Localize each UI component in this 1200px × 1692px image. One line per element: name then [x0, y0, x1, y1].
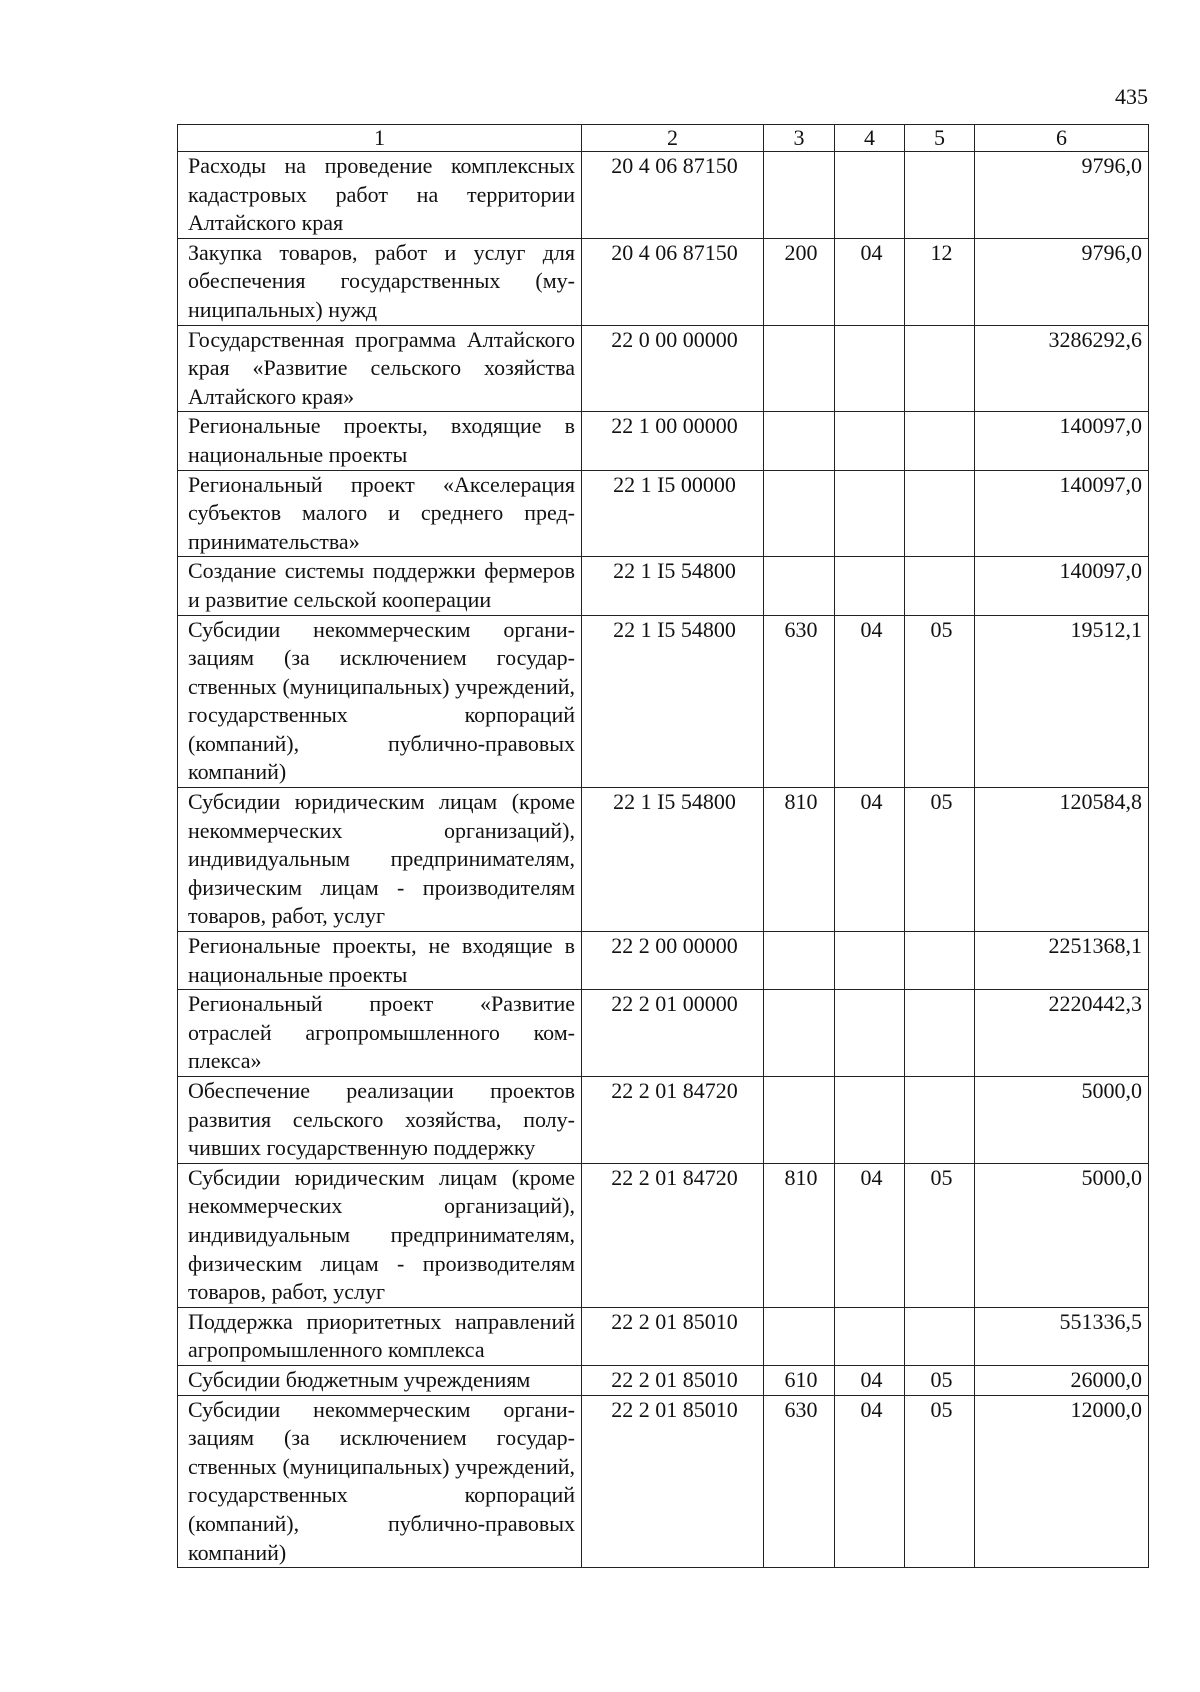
row-name: Субсидии некоммерческим организациям (за исключением государственных (муниципальных) учреждений, государственных корпораций (компаний), публично-правовых компаний)	[178, 1395, 582, 1568]
row-subsection	[905, 932, 975, 990]
row-subsection: 05	[905, 1395, 975, 1568]
row-name: Государственная программа Алтайского края «Развитие сельского хозяйства Алтайского края»	[178, 325, 582, 412]
row-expense-type: 630	[764, 1395, 835, 1568]
row-name: Субсидии юридическим лицам (кроме некоммерческих организаций), индивидуальным предпринимателям, физическим лицам - производителям товаров, работ, услуг	[178, 788, 582, 932]
table-body	[178, 152, 1149, 1568]
table-row	[178, 932, 1149, 990]
row-section	[835, 470, 905, 557]
row-amount: 3286292,6	[975, 325, 1149, 412]
table-row	[178, 1395, 1149, 1568]
row-section	[835, 325, 905, 412]
header-col-5: 5	[905, 125, 975, 152]
table-row	[178, 1307, 1149, 1365]
row-code: 22 1 I5 54800	[582, 615, 764, 788]
row-section: 04	[835, 1395, 905, 1568]
row-subsection: 05	[905, 615, 975, 788]
row-amount: 2251368,1	[975, 932, 1149, 990]
row-subsection: 05	[905, 788, 975, 932]
row-code: 22 1 I5 00000	[582, 470, 764, 557]
table-row	[178, 990, 1149, 1077]
page-number: 435	[1115, 84, 1148, 109]
row-subsection	[905, 325, 975, 412]
row-amount: 2220442,3	[975, 990, 1149, 1077]
row-amount: 120584,8	[975, 788, 1149, 932]
row-code: 20 4 06 87150	[582, 238, 764, 325]
table-row	[178, 557, 1149, 615]
row-name: Региональные проекты, не входящие в национальные проекты	[178, 932, 582, 990]
row-subsection	[905, 990, 975, 1077]
header-col-4: 4	[835, 125, 905, 152]
table-row	[178, 325, 1149, 412]
row-expense-type	[764, 1307, 835, 1365]
row-amount: 140097,0	[975, 557, 1149, 615]
header-row	[178, 125, 1149, 152]
header-col-3: 3	[764, 125, 835, 152]
budget-table	[177, 124, 1149, 1568]
row-section: 04	[835, 1365, 905, 1395]
table-row	[178, 470, 1149, 557]
row-code: 22 2 01 84720	[582, 1163, 764, 1307]
row-name: Региональные проекты, входящие в национальные проекты	[178, 412, 582, 470]
row-expense-type	[764, 557, 835, 615]
table-row	[178, 788, 1149, 932]
row-section: 04	[835, 1163, 905, 1307]
table-row	[178, 1077, 1149, 1164]
row-subsection: 12	[905, 238, 975, 325]
row-expense-type	[764, 990, 835, 1077]
row-section: 04	[835, 238, 905, 325]
row-code: 22 2 00 00000	[582, 932, 764, 990]
row-section	[835, 990, 905, 1077]
row-amount: 9796,0	[975, 238, 1149, 325]
table-row	[178, 152, 1149, 239]
row-code: 22 1 00 00000	[582, 412, 764, 470]
row-section	[835, 1077, 905, 1164]
row-subsection: 05	[905, 1365, 975, 1395]
row-name: Региональный проект «Развитие отраслей агропромышленного комплекса»	[178, 990, 582, 1077]
table-row	[178, 615, 1149, 788]
row-section: 04	[835, 615, 905, 788]
row-amount: 551336,5	[975, 1307, 1149, 1365]
header-col-6: 6	[975, 125, 1149, 152]
row-name: Расходы на проведение комплексных кадастровых работ на территории Алтайского края	[178, 152, 582, 239]
row-code: 22 2 01 00000	[582, 990, 764, 1077]
table-row	[178, 238, 1149, 325]
row-subsection	[905, 557, 975, 615]
row-expense-type	[764, 412, 835, 470]
row-subsection: 05	[905, 1163, 975, 1307]
row-expense-type: 810	[764, 1163, 835, 1307]
header-col-1: 1	[178, 125, 582, 152]
row-subsection	[905, 1077, 975, 1164]
row-expense-type	[764, 325, 835, 412]
row-section	[835, 932, 905, 990]
row-name: Закупка товаров, работ и услуг для обеспечения государственных (муниципальных) нужд	[178, 238, 582, 325]
row-expense-type: 200	[764, 238, 835, 325]
row-expense-type	[764, 932, 835, 990]
table-row	[178, 1365, 1149, 1395]
row-subsection	[905, 412, 975, 470]
row-amount: 5000,0	[975, 1163, 1149, 1307]
row-subsection	[905, 470, 975, 557]
row-amount: 26000,0	[975, 1365, 1149, 1395]
row-name: Обеспечение реализации проектов развития сельского хозяйства, получивших государственную поддержку	[178, 1077, 582, 1164]
row-code: 22 1 I5 54800	[582, 557, 764, 615]
row-amount: 9796,0	[975, 152, 1149, 239]
row-expense-type: 810	[764, 788, 835, 932]
row-name: Создание системы поддержки фермеров и развитие сельской кооперации	[178, 557, 582, 615]
row-code: 22 2 01 85010	[582, 1365, 764, 1395]
row-expense-type: 630	[764, 615, 835, 788]
table-row	[178, 412, 1149, 470]
row-name: Субсидии некоммерческим организациям (за исключением государственных (муниципальных) учреждений, государственных корпораций (компаний), публично-правовых компаний)	[178, 615, 582, 788]
row-code: 22 1 I5 54800	[582, 788, 764, 932]
row-code: 22 2 01 85010	[582, 1395, 764, 1568]
row-subsection	[905, 1307, 975, 1365]
row-name: Поддержка приоритетных направлений агропромышленного комплекса	[178, 1307, 582, 1365]
row-name: Субсидии бюджетным учреждениям	[178, 1365, 582, 1395]
row-code: 22 2 01 84720	[582, 1077, 764, 1164]
row-code: 20 4 06 87150	[582, 152, 764, 239]
row-subsection	[905, 152, 975, 239]
row-section: 04	[835, 788, 905, 932]
row-code: 22 0 00 00000	[582, 325, 764, 412]
row-amount: 19512,1	[975, 615, 1149, 788]
row-amount: 140097,0	[975, 412, 1149, 470]
row-section	[835, 557, 905, 615]
row-expense-type	[764, 470, 835, 557]
header-col-2: 2	[582, 125, 764, 152]
row-section	[835, 152, 905, 239]
row-name: Региональный проект «Акселерация субъектов малого и среднего предпринимательства»	[178, 470, 582, 557]
row-expense-type	[764, 1077, 835, 1164]
row-amount: 12000,0	[975, 1395, 1149, 1568]
row-code: 22 2 01 85010	[582, 1307, 764, 1365]
row-expense-type: 610	[764, 1365, 835, 1395]
row-name: Субсидии юридическим лицам (кроме некоммерческих организаций), индивидуальным предпринимателям, физическим лицам - производителям товаров, работ, услуг	[178, 1163, 582, 1307]
table-row	[178, 1163, 1149, 1307]
row-amount: 140097,0	[975, 470, 1149, 557]
row-expense-type	[764, 152, 835, 239]
row-amount: 5000,0	[975, 1077, 1149, 1164]
row-section	[835, 412, 905, 470]
row-section	[835, 1307, 905, 1365]
table-header	[178, 125, 1149, 152]
